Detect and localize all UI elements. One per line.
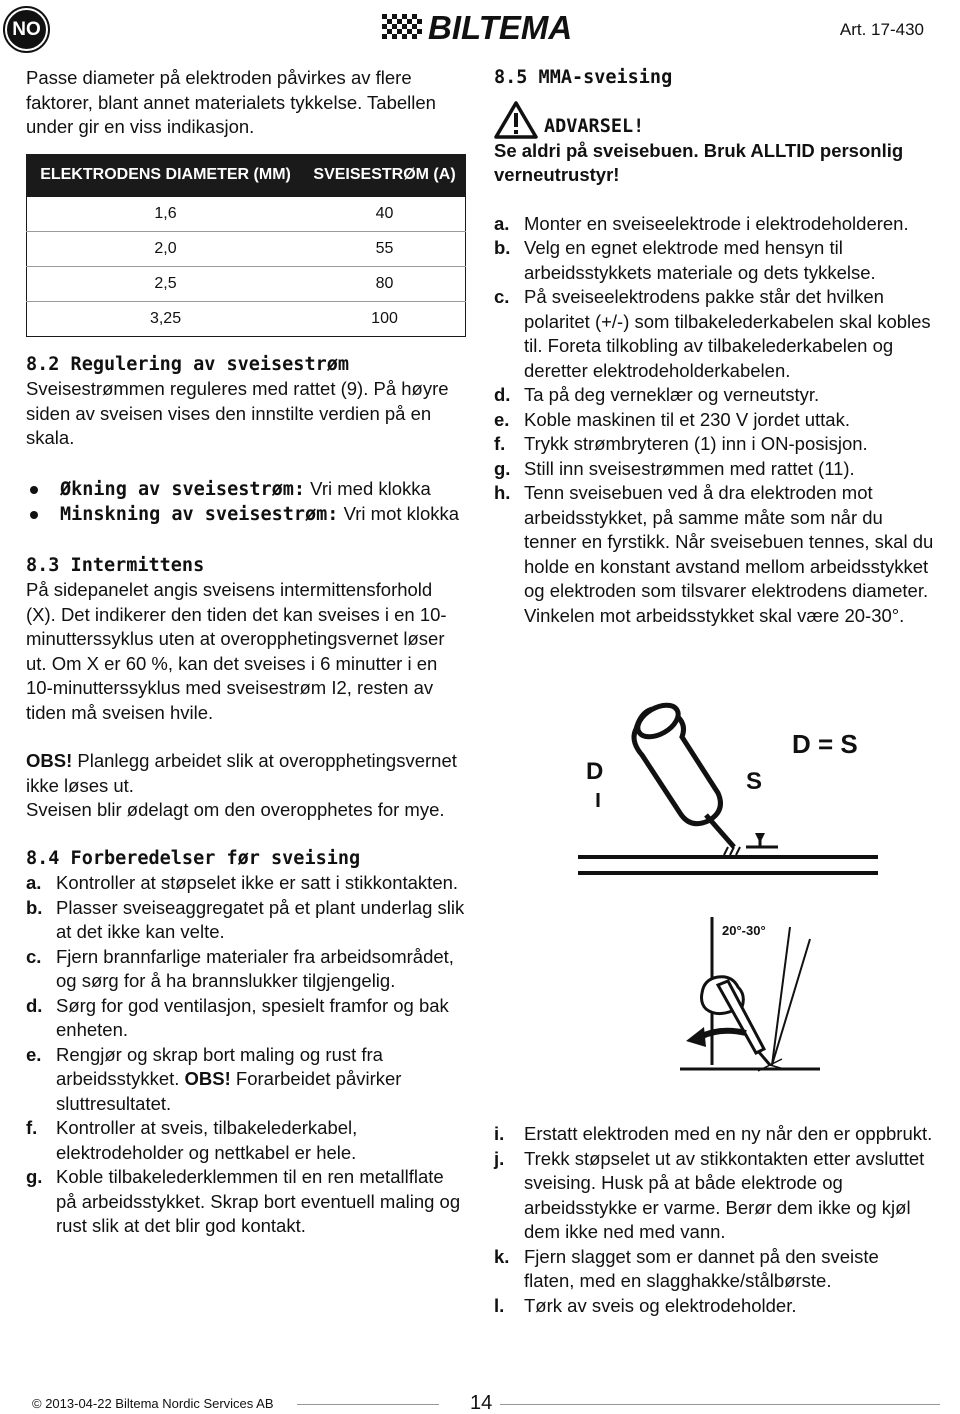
table-cell: 3,25 bbox=[149, 309, 182, 327]
section-body: Sveisestrømmen reguleres med rattet (9). På høyre siden av sveisen vises den innstilte verdien på en skala. bbox=[26, 378, 449, 448]
electrode-tip bbox=[758, 1051, 770, 1065]
angle-label: 20°-30° bbox=[722, 923, 766, 938]
obs-label: OBS! bbox=[184, 1068, 231, 1089]
item-letter: g. bbox=[26, 1166, 43, 1187]
bullet-label: Økning av sveisestrøm: bbox=[60, 478, 306, 500]
list-item bbox=[30, 477, 466, 503]
mma-steps bbox=[494, 212, 934, 629]
table-header-current: SVEISESTRØM (A) bbox=[304, 154, 465, 197]
bullet-label: Minskning av sveisestrøm: bbox=[60, 504, 339, 525]
section-8-2 bbox=[26, 353, 466, 528]
list-item bbox=[26, 871, 466, 896]
item-letter: j. bbox=[494, 1147, 505, 1169]
item-text: Fjern slagget som er dannet på den sveiste flaten, med en slagghakke/stålbørste. bbox=[524, 1245, 879, 1291]
list-item bbox=[30, 502, 466, 528]
section-title: 8.4 Forberedelser før sveising bbox=[26, 847, 361, 869]
list-item bbox=[26, 1116, 466, 1165]
list-item bbox=[494, 1245, 934, 1294]
page-footer bbox=[0, 1384, 960, 1414]
list-item bbox=[494, 285, 934, 383]
obs-note-2: Sveisen blir ødelagt om den overopphetes for mye. bbox=[26, 799, 445, 820]
section-8-3 bbox=[26, 554, 466, 823]
obs-text: Planlegg arbeidet slik at overopphetingsvernet ikke løses ut. bbox=[26, 750, 457, 796]
item-letter: e. bbox=[26, 1043, 42, 1065]
angle-line-b bbox=[772, 939, 810, 1065]
item-text-main: Rengjør og skrap bort maling og rust fra arbeidsstykket. bbox=[56, 1043, 383, 1089]
item-text: Tørk av sveis og elektrodeholder. bbox=[524, 1294, 797, 1316]
item-text-tail: Forarbeidet påvirker sluttresultatet. bbox=[56, 1068, 402, 1114]
warning-heading bbox=[494, 101, 934, 139]
list-item bbox=[494, 212, 934, 237]
bullet-dot bbox=[30, 486, 38, 494]
list-item bbox=[26, 994, 466, 1043]
table-row bbox=[27, 301, 466, 336]
table-row bbox=[27, 197, 466, 232]
item-text bbox=[56, 1043, 466, 1117]
movement-arrow-shaft bbox=[700, 1031, 746, 1037]
item-text: Tenn sveisebuen ved å dra elektroden mot arbeidsstykket, på samme måte som når du tenner en fyrstikk. Når sveisebuen tennes, skal du holde en konstant avstand mellom arbeidsstykket og elektroden som tilsvarer elektrodens diameter. Vinkelen mot arbeidsstykket skal være 20-30°. bbox=[524, 482, 934, 626]
table-cell: 40 bbox=[304, 197, 465, 232]
item-text: Kontroller at sveis, tilbakelederkabel, elektrodeholder og nettkabel er hele. bbox=[56, 1117, 358, 1163]
list-item bbox=[26, 896, 466, 945]
bullet-text: Vri med klokka bbox=[305, 477, 431, 499]
list-item bbox=[494, 408, 934, 433]
item-text: Monter en sveiseelektrode i elektrodeholderen. bbox=[524, 212, 909, 234]
item-letter: f. bbox=[494, 433, 506, 454]
list-item bbox=[26, 945, 466, 994]
table-row bbox=[27, 231, 466, 266]
section-title: 8.3 Intermittens bbox=[26, 554, 205, 576]
warning-text: Se aldri på sveisebuen. Bruk ALLTID personlig verneutrustyr! bbox=[494, 139, 904, 185]
warning-title: ADVARSEL! bbox=[544, 115, 645, 137]
item-text: Koble tilbakelederklemmen til en ren metallflate på arbeidsstykket. Skrap bort eventuell maling og rust slik at det blir god kontakt. bbox=[56, 1166, 461, 1236]
list-item bbox=[26, 1043, 466, 1117]
section-title: 8.5 MMA-sveising bbox=[494, 67, 673, 88]
table-cell: 55 bbox=[304, 231, 465, 266]
s-arrow-head bbox=[755, 833, 765, 843]
list-item bbox=[494, 1294, 934, 1319]
s-label: S bbox=[746, 768, 763, 795]
bullet-text: Vri mot klokka bbox=[338, 503, 460, 524]
item-letter: d. bbox=[494, 384, 511, 405]
electrode-table bbox=[26, 154, 466, 337]
movement-arrow-head bbox=[686, 1027, 706, 1047]
list-item bbox=[494, 1122, 934, 1147]
article-number: Art. 17-430 bbox=[839, 20, 924, 39]
section-body: På sidepanelet angis sveisens intermittensforhold (X). Det indikerer den tiden det kan sveises i en 10-minutterssyklus uten at overopphetingsvernet løser ut. Om X er 60 %, kan det sveises i 6 minutter i en 10-minutterssyklus med sveisestrøm I2, resten av tiden må sveisen hvile. bbox=[26, 579, 447, 723]
electrode-angle-illustration bbox=[680, 915, 820, 1090]
prep-list bbox=[26, 871, 466, 1239]
item-text: Velg en egnet elektrode med hensyn til arbeidsstykkets materiale og dets tykkelse. bbox=[524, 237, 876, 283]
equation-label: D = S bbox=[792, 729, 858, 759]
warning-triangle-icon bbox=[494, 101, 538, 139]
copyright-text: © 2013-04-22 Biltema Nordic Services AB bbox=[32, 1396, 274, 1411]
item-letter: c. bbox=[494, 286, 510, 307]
item-letter: b. bbox=[494, 237, 511, 258]
angle-line-a bbox=[772, 927, 790, 1065]
page-header bbox=[0, 0, 960, 64]
obs-note bbox=[26, 749, 466, 798]
section-8-4 bbox=[26, 847, 466, 1239]
list-item bbox=[494, 236, 934, 285]
table-header-diameter: ELEKTRODENS DIAMETER (MM) bbox=[27, 154, 305, 197]
right-column bbox=[494, 66, 934, 1316]
table-row bbox=[27, 266, 466, 301]
item-text: Erstatt elektroden med en ny når den er oppbrukt. bbox=[524, 1123, 933, 1144]
item-letter: a. bbox=[26, 872, 42, 893]
item-letter: g. bbox=[494, 457, 511, 479]
left-column bbox=[26, 66, 466, 1239]
item-letter: d. bbox=[26, 994, 43, 1016]
item-letter: b. bbox=[26, 896, 43, 918]
item-text: På sveiseelektrodens pakke står det hvilken polaritet (+/-) som tilbakelederkabelen skal kobles til. Foreta tilkobling av tilbakelederkabelen og deretter elektrodeholderkabelen. bbox=[524, 286, 931, 381]
item-text: Trykk strømbryteren (1) inn i ON-posisjon. bbox=[524, 433, 868, 454]
item-letter: i. bbox=[494, 1123, 505, 1144]
item-letter: a. bbox=[494, 212, 510, 234]
item-letter: f. bbox=[26, 1117, 38, 1138]
item-letter: e. bbox=[494, 408, 510, 430]
electrode-holder bbox=[632, 699, 720, 824]
table-cell: 100 bbox=[371, 309, 398, 327]
list-item bbox=[26, 1165, 466, 1239]
obs-label: OBS! bbox=[26, 750, 73, 771]
item-letter: c. bbox=[26, 945, 42, 967]
language-badge: NO bbox=[5, 8, 48, 51]
list-item bbox=[494, 1147, 934, 1245]
d-label: D bbox=[586, 758, 604, 785]
section-title: 8.2 Regulering av sveisestrøm bbox=[26, 353, 350, 375]
electrode-rod bbox=[706, 815, 734, 847]
item-text: Sørg for god ventilasjon, spesielt framfor og bak enheten. bbox=[56, 994, 449, 1040]
list-item bbox=[494, 457, 934, 482]
brand-logo bbox=[382, 11, 572, 45]
bullet-dot bbox=[30, 511, 38, 519]
footer-divider-right bbox=[500, 1404, 940, 1405]
intro-text: Passe diameter på elektroden påvirkes av flere faktorer, blant annet materialets tykkelse. Tabellen under gir en viss indikasjon. bbox=[26, 67, 436, 137]
list-item bbox=[494, 481, 934, 628]
footer-divider-left bbox=[297, 1404, 439, 1405]
electrode-distance-illustration bbox=[578, 697, 878, 877]
list-item bbox=[494, 432, 934, 457]
item-letter: l. bbox=[494, 1294, 505, 1316]
brand-name: BILTEMA bbox=[428, 9, 573, 46]
item-text: Koble maskinen til et 230 V jordet uttak. bbox=[524, 408, 850, 430]
item-text: Trekk støpselet ut av stikkontakten etter avsluttet sveising. Husk på at både elektrode og arbeidsstykke er varme. Berør dem ikke og kjøl dem ikke ned med vann. bbox=[524, 1147, 925, 1242]
mma-steps-continued bbox=[494, 1122, 934, 1318]
item-letter: k. bbox=[494, 1245, 510, 1267]
bullet-list bbox=[30, 477, 466, 528]
item-text: Ta på deg verneklær og verneutstyr. bbox=[524, 384, 820, 405]
table-cell: 80 bbox=[304, 266, 465, 301]
item-text: Fjern brannfarlige materialer fra arbeidsområdet, og sørg for å ha brannslukker tilgjengelig. bbox=[56, 945, 454, 991]
item-letter: h. bbox=[494, 482, 511, 503]
table-cell: 2,0 bbox=[27, 231, 305, 266]
table-cell: 1,6 bbox=[27, 197, 305, 232]
page-number: 14 bbox=[470, 1392, 493, 1414]
item-text: Plasser sveiseaggregatet på et plant underlag slik at det ikke kan velte. bbox=[56, 896, 465, 942]
item-text: Still inn sveisestrømmen med rattet (11). bbox=[524, 457, 855, 479]
list-item bbox=[494, 383, 934, 408]
table-cell: 2,5 bbox=[27, 266, 305, 301]
checker-flag-icon bbox=[382, 14, 422, 42]
item-text: Kontroller at støpselet ikke er satt i stikkontakten. bbox=[56, 872, 459, 893]
